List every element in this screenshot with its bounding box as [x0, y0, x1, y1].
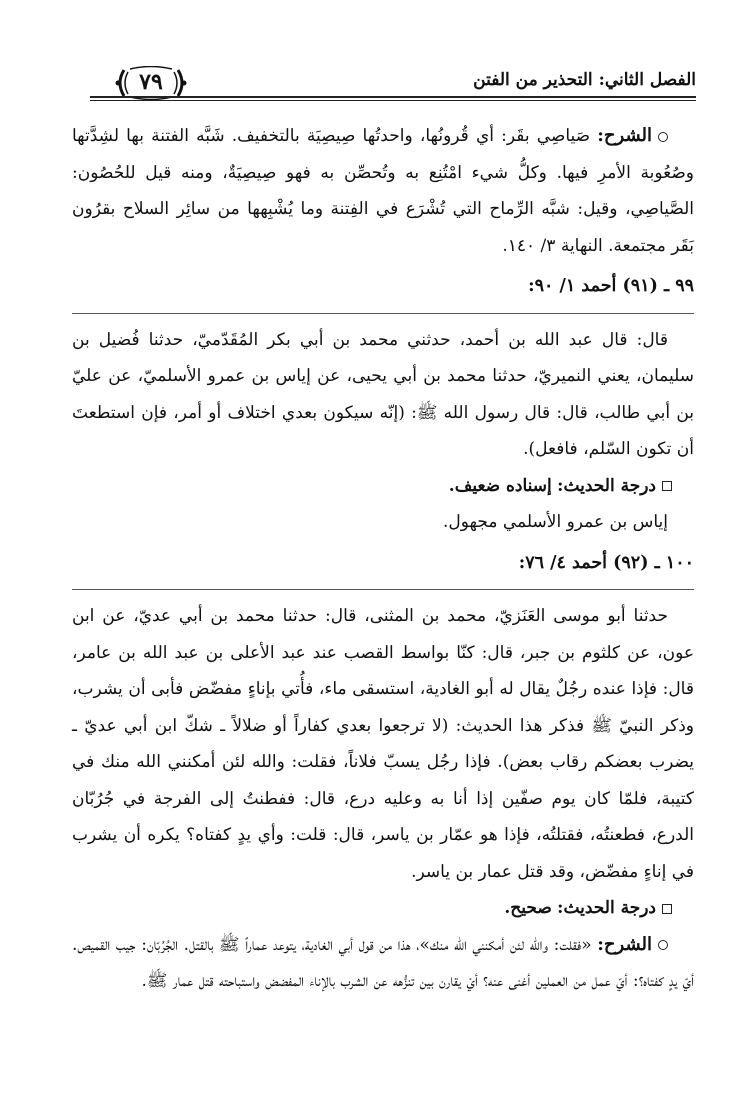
hadith-text-99: قال: قال عبد الله بن أحمد، حدثني محمد بن أبي بكر المُقَدّميّ، حدثنا فُضيل بن سليمان، يعني النميريّ، حدثنا محمد بن أبي يحيى، عن إياس بن عمرو الأسلميّ، عن عليّ بن أبي طالب، قال: قال رسول الله ﷺ: (إنّه سيكون بعدي اختلاف أو أمر، فإن استطعتَ أن تكون السّلم، فافعل).	[72, 329, 694, 459]
circle-bullet-icon	[658, 940, 668, 950]
grade-label: درجة الحديث:	[557, 475, 656, 496]
circle-bullet-icon	[658, 132, 668, 142]
sharh-label: الشرح:	[597, 933, 653, 955]
hadith-grade-100	[72, 890, 672, 927]
hadith-heading-100: ١٠٠ ـ (٩٢) أحمد ٤/ ٧٦:	[518, 552, 694, 573]
hadith-text-100: حدثنا أبو موسى العَنَزيّ، محمد بن المثنى، قال: حدثنا محمد بن أبي عديّ، عن ابن عون، عن كلثوم بن جبر، قال: كنّا بواسط القصب عند عبد الأعلى بن عبد الله بن عامر، قال: فإذا عنده رجُلٌ يقال له أبو الغادية، استسقى ماء، فأُتي بإناءٍ مفضّض فأبى أن يشرب، وذكر النبيّ ﷺ فذكر هذا الحديث: (لا ترجعوا بعدي كفاراً أو ضلالاً ـ شكّ ابن أبي عديّ ـ يضرب بعضكم رقاب بعض). فإذا رجُل يسبّ فلاناً، فقلت: والله لئن أمكنني الله منك في كتيبة، فلمّا كان يوم صفّين إذا أنا به وعليه درع، قال: ففطنتُ إلى الفرجة في جُرُبّان الدرع، فطعنتُه، فقتلتُه، فإذا هو عمّار بن ياسر، قال: قلت: وأي يدٍ كفتاه؟ يكره أن يشرب في إناءٍ مفضّض، وقد قتل عمار بن ياسر.	[72, 606, 694, 882]
chapter-title: الفصل الثاني: التحذير من الفتن	[473, 70, 696, 90]
hadith-grade-99	[72, 468, 672, 505]
heading-rule	[72, 589, 694, 590]
heading-rule	[72, 313, 694, 314]
sharh-paragraph-1	[72, 118, 694, 264]
page-body	[72, 118, 694, 1000]
header-rule	[90, 96, 696, 101]
page-number-badge	[114, 66, 188, 100]
page-number: ٧٩	[139, 69, 163, 95]
square-bullet-icon	[662, 904, 672, 914]
sharh-text: «فقلت: والله لئن أمكنني الله منك»، هذا من قول أبي الغادية، يتوعد عماراً ﷺ بالقتل. الجُرُبّان: جيب القميص. أيّ يدٍ كفتاه؟: أيّ عمل من العملين أغنى عنه؟ أيْ يقارن بين تنزُّهه عن الشرب بالإناء المفضض واستباحته قتل عمار ﷺ.	[72, 934, 694, 991]
hadith-heading-99: ٩٩ ـ (٩١) أحمد ١/ ٩٠:	[528, 276, 694, 296]
hadith-note-99: إياس بن عمرو الأسلمي مجهول.	[443, 512, 668, 532]
square-bullet-icon	[662, 481, 672, 491]
running-header	[90, 64, 696, 108]
sharh-paragraph-2	[72, 927, 694, 1000]
sharh-label: الشرح:	[597, 125, 652, 146]
sharh-text: صَياصِي بقَر: أي قُرونُها، واحدتُها صِيصِيَة بالتخفيف. شَبَّه الفتنة بها لشِدَّتها وصُعُوبة الأمرِ فيها. وكلُّ شيء امْتُنِع به وتُحصِّن به فهو صِيصِيَةٌ، ومنه قيل للحُصُون: الصَّياصِي، وقيل: شبَّه الرِّماح التي تُشْرَع في الفِتنة وما يُشْبِهها من سائِر السلاح بقرُون بَقَر مجتمعة. النهاية ٣/ ١٤٠.	[72, 126, 694, 256]
grade-label: درجة الحديث:	[557, 898, 656, 918]
grade-value: صحيح.	[504, 898, 552, 918]
grade-value: إسناده ضعيف.	[448, 475, 552, 496]
